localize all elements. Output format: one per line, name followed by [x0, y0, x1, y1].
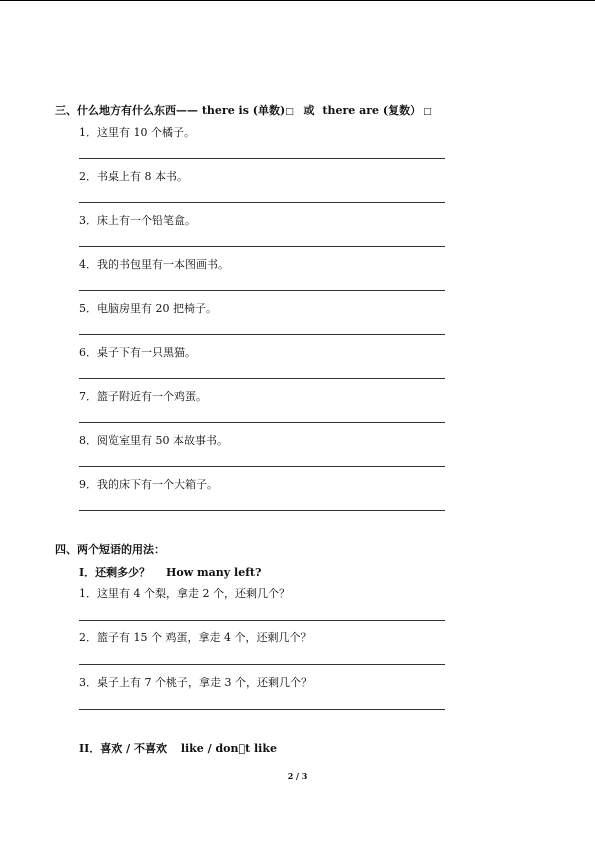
- list-item: 1．这里有 4 个梨，拿走 2 个，还剩几个？: [79, 587, 290, 600]
- page-number: 2 / 3: [287, 771, 308, 781]
- section3-heading-en1: there is: [201, 104, 249, 117]
- top-border: [0, 0, 595, 1]
- checkbox-glyph: □: [423, 107, 432, 117]
- list-item: 6．桌子下有一只黑猫。: [79, 346, 196, 359]
- section3-heading-en2: there are: [322, 104, 380, 117]
- list-item: 4．我的书包里有一本图画书。: [79, 258, 229, 271]
- answer-line[interactable]: [79, 202, 445, 203]
- section3-or: 或: [303, 104, 315, 117]
- list-item: 9．我的床下有一个大箱子。: [79, 478, 218, 491]
- subsection-1-label: I．还剩多少？: [79, 566, 151, 579]
- list-item: 2．书桌上有 8 本书。: [79, 170, 188, 183]
- list-item: 3．桌子上有 7 个桃子，拿走 3 个，还剩几个？: [79, 676, 312, 689]
- section3-heading-cn: 三、什么地方有什么东西——: [55, 104, 198, 117]
- subsection-1-en: How many left?: [166, 566, 262, 579]
- subsection-2-heading: [79, 740, 277, 756]
- list-item: 1．这里有 10 个橘子。: [79, 126, 195, 139]
- answer-line[interactable]: [79, 378, 445, 379]
- section3-heading: [55, 102, 432, 118]
- answer-line[interactable]: [79, 422, 445, 423]
- list-item: 3．床上有一个铅笔盒。: [79, 214, 196, 227]
- answer-line[interactable]: [79, 510, 445, 511]
- answer-line[interactable]: [79, 290, 445, 291]
- section4-heading: 四、两个短语的用法：: [55, 543, 165, 556]
- answer-line[interactable]: [79, 158, 445, 159]
- subsection-2-label: II．喜欢 / 不喜欢: [79, 742, 167, 755]
- checkbox-glyph: □: [285, 107, 294, 117]
- list-item: 5．电脑房里有 20 把椅子。: [79, 302, 217, 315]
- list-item: 8．阅览室里有 50 本故事书。: [79, 434, 228, 447]
- answer-line[interactable]: [79, 620, 445, 621]
- answer-line[interactable]: [79, 466, 445, 467]
- answer-line[interactable]: [79, 709, 445, 710]
- subsection-1-heading: [79, 564, 261, 580]
- list-item: 2．篮子有 15 个 鸡蛋，拿走 4 个，还剩几个？: [79, 631, 312, 644]
- answer-line[interactable]: [79, 334, 445, 335]
- section3-heading-p2: (复数）: [382, 104, 422, 117]
- list-item: 7．篮子附近有一个鸡蛋。: [79, 390, 207, 403]
- subsection-2-en: like / don t like: [180, 742, 277, 755]
- answer-line[interactable]: [79, 664, 445, 665]
- section3-heading-p1: (单数): [252, 104, 286, 117]
- answer-line[interactable]: [79, 246, 445, 247]
